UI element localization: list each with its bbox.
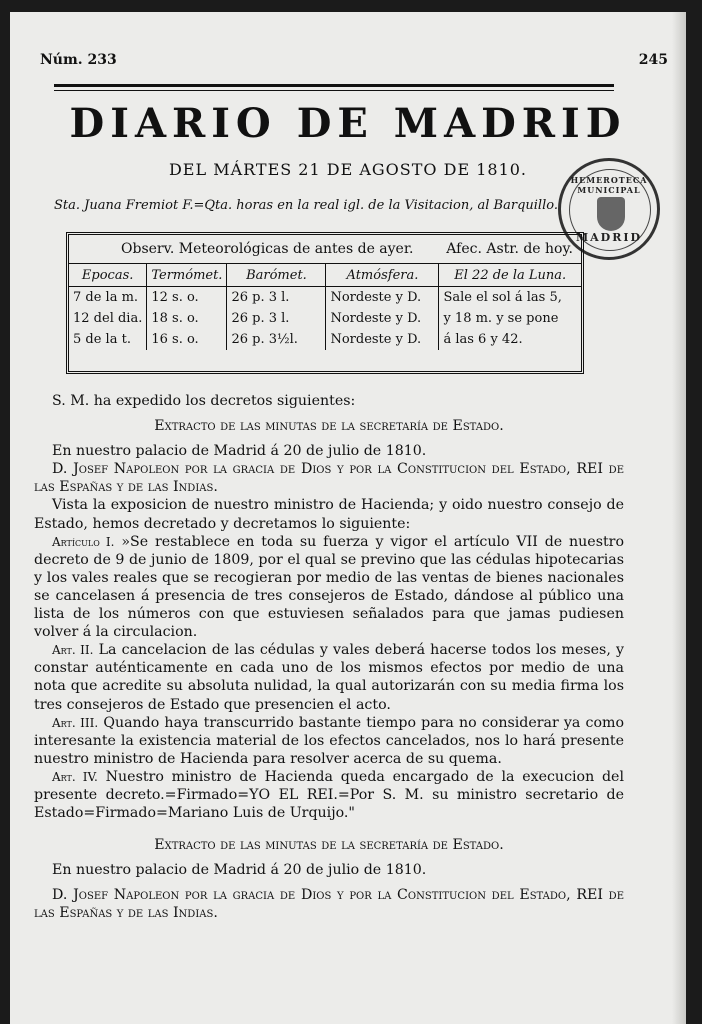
cell-luna: á las 6 y 42.	[439, 329, 581, 350]
cell-epoca: 7 de la m.	[73, 290, 139, 305]
weather-table	[66, 232, 584, 374]
weather-left-title: Observ. Meteorológicas de antes de ayer.	[121, 241, 414, 257]
cell-atm: Nordeste y D.	[326, 308, 439, 329]
page-number: 245	[638, 52, 668, 68]
article-4-text: Nuestro ministro de Hacienda queda encargado de la execucion del presente decreto.=Firmado=YO EL REI.=Por S. M. su ministro secretario de Estado=Firmado=Mariano Luis de Urquijo."	[34, 768, 624, 822]
cell-epoca: 5 de la t.	[73, 332, 131, 347]
newspaper-page	[10, 12, 686, 1024]
issue-number: Núm. 233	[40, 52, 117, 68]
weather-right-title: Afec. Astr. de hoy.	[446, 241, 573, 257]
cell-atm: Nordeste y D.	[326, 329, 439, 350]
article-2-label: Art. II.	[52, 643, 94, 658]
table-row	[69, 308, 581, 329]
stamp-top-text: HEMEROTECA MUNICIPAL	[570, 175, 648, 195]
cell-luna: Sale el sol á las 5,	[439, 287, 581, 309]
table-row	[69, 287, 581, 309]
vista-paragraph: Vista la exposicion de nuestro ministro de Hacienda; y oido nuestro consejo de Estado, hemos decretado y decretamos lo siguiente:	[34, 497, 624, 532]
article-1-label: Artículo I.	[52, 534, 115, 549]
article-3-label: Art. III.	[52, 715, 99, 730]
cell-atm: Nordeste y D.	[326, 287, 439, 309]
extract-heading: Extracto de las minutas de la secretaría de Estado.	[154, 418, 504, 435]
article-4-label: Art. IV.	[52, 769, 98, 784]
intro-line: S. M. ha expedido los decretos siguientes:	[52, 393, 356, 409]
saints-line: Sta. Juana Fremiot F.=Qta. horas en la real igl. de la Visitacion, al Barquillo.	[54, 198, 558, 213]
king-title: D. Josef Napoleon por la gracia de Dios y por la Constitucion del Estado, REI de las Españas y de las Indias.	[34, 461, 624, 496]
cell-term: 12 s. o.	[147, 287, 227, 309]
top-rule-thin	[54, 90, 614, 91]
col-barometro: Barómet.	[227, 264, 326, 287]
coat-of-arms-icon	[597, 197, 625, 231]
cell-barom: 26 p. 3 l.	[227, 308, 326, 329]
masthead-title: DIARIO DE MADRID	[69, 100, 627, 147]
cell-epoca: 12 del dia.	[73, 311, 143, 326]
top-rule	[54, 84, 614, 87]
cell-barom: 26 p. 3 l.	[227, 287, 326, 309]
cell-term: 16 s. o.	[147, 329, 227, 350]
cell-term: 18 s. o.	[147, 308, 227, 329]
article-body	[34, 392, 624, 923]
king-title: D. Josef Napoleon por la gracia de Dios y por la Constitucion del Estado, REI de las Españas y de las Indias.	[34, 887, 624, 922]
article-3	[34, 714, 624, 768]
article-1	[34, 533, 624, 642]
extract-heading: Extracto de las minutas de la secretaría de Estado.	[154, 837, 504, 854]
stamp-bottom-text: MADRID	[575, 231, 643, 244]
cell-luna: y 18 m. y se pone	[439, 308, 581, 329]
table-row	[69, 329, 581, 350]
weather-grid	[69, 264, 581, 350]
article-1-text: »Se restablece en toda su fuerza y vigor el artículo VII de nuestro decreto de 9 de junio de 1809, por el qual se previno que las cédulas hipotecarias y los vales reales que se recogieran por medio de las ventas de bienes nacionales se cancelasen á presencia de tres consejeros de Estado, dándose al público una lista de los números con que estuviesen señalados para que jamas pudiesen volver á la circulacion.	[34, 533, 624, 641]
date-line: DEL MÁRTES 21 DE AGOSTO DE 1810.	[168, 160, 528, 179]
article-2-text: La cancelacion de las cédulas y vales deberá hacerse todos los meses, y constar auténticamente en cada uno de los mismos efectos por medio de una nota que acredite su absoluta nulidad, la qual autorizarán con su media firma los tres consejeros de Estado que presencien el acto.	[34, 642, 624, 713]
palace-line: En nuestro palacio de Madrid á 20 de julio de 1810.	[52, 862, 427, 879]
palace-line: En nuestro palacio de Madrid á 20 de julio de 1810.	[52, 443, 427, 460]
weather-table-header	[69, 235, 581, 264]
col-termometro: Termómet.	[147, 264, 227, 287]
col-atmosfera: Atmósfera.	[326, 264, 439, 287]
article-2	[34, 641, 624, 713]
weather-column-headers	[69, 264, 581, 287]
article-3-text: Quando haya transcurrido bastante tiempo para no considerar ya como interesante la existencia material de los efectos cancelados, nos lo hará presente nuestro ministro de Hacienda para resolver acerca de su quema.	[34, 714, 624, 767]
article-4	[34, 768, 624, 822]
col-luna: El 22 de la Luna.	[439, 264, 581, 287]
cell-barom: 26 p. 3½l.	[227, 329, 326, 350]
col-epocas: Epocas.	[69, 264, 147, 287]
